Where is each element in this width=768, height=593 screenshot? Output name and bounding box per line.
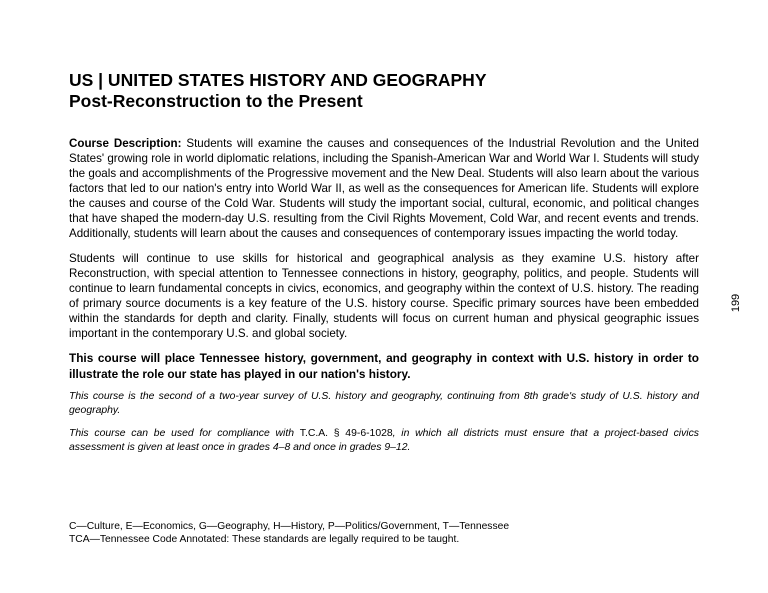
survey-note: This course is the second of a two-year survey of U.S. history and geography, continuing from 8th grade's study of U.S. history and geography. bbox=[69, 391, 699, 416]
compliance-note bbox=[69, 427, 699, 454]
course-content bbox=[69, 136, 699, 464]
page-title bbox=[69, 70, 709, 112]
description-label: Course Description: bbox=[69, 137, 182, 150]
footer-strand-key: C—Culture, E—Economics, G—Geography, H—History, P—Politics/Government, T—Tennessee bbox=[69, 521, 510, 532]
compliance-text-b: , in which all districts must ensure that a project-based civics assessment is given at least once in grades 4–8 and once in grades 9–12. bbox=[69, 428, 699, 453]
page-number: 199 bbox=[730, 293, 743, 313]
skills-paragraph: Students will continue to use skills for historical and geographical analysis as they examine U.S. history after Reconstruction, with special attention to Tennessee connections in history, geography, politics, and people. Students will continue to learn fundamental concepts in civics, economics, and geography within the context of U.S. history. The reading of primary source documents is a key feature of the U.S. history course. Specific primary sources have been embedded within the standards for depth and clarity. Finally, students will focus on current human and physical geographic issues important in the contemporary U.S. and global society. bbox=[69, 252, 699, 340]
compliance-text-a: This course can be used for compliance with bbox=[69, 428, 300, 439]
course-description bbox=[69, 136, 699, 241]
tennessee-statement: This course will place Tennessee history, government, and geography in context with U.S. history in order to illustrate the role our state has played in our nation's history. bbox=[69, 351, 699, 381]
tca-code: T.C.A. § 49-6-1028 bbox=[299, 428, 393, 439]
course-title: US | UNITED STATES HISTORY AND GEOGRAPHY bbox=[69, 70, 487, 90]
course-subtitle: Post-Reconstruction to the Present bbox=[69, 91, 363, 111]
footer-tca-note: TCA—Tennessee Code Annotated: These standards are legally required to be taught. bbox=[69, 534, 460, 545]
description-text: Students will examine the causes and consequences of the Industrial Revolution and the United States' growing role in world diplomatic relations, including the Spanish-American War and World War I. Students will study the goals and accomplishments of the Progressive movement and the New Deal. Students will also learn about the various factors that led to our nation's entry into World War II, as well as the consequences for American life. Students will explore the causes and course of the Cold War. Students will study the important social, cultural, economic, and political changes that have shaped the modern-day U.S. resulting from the Civil Rights Movement, Cold War, and recent events and trends. Additionally, students will learn about the causes and consequences of contemporary issues impacting the world today. bbox=[69, 137, 699, 240]
footer-legend bbox=[69, 520, 709, 546]
